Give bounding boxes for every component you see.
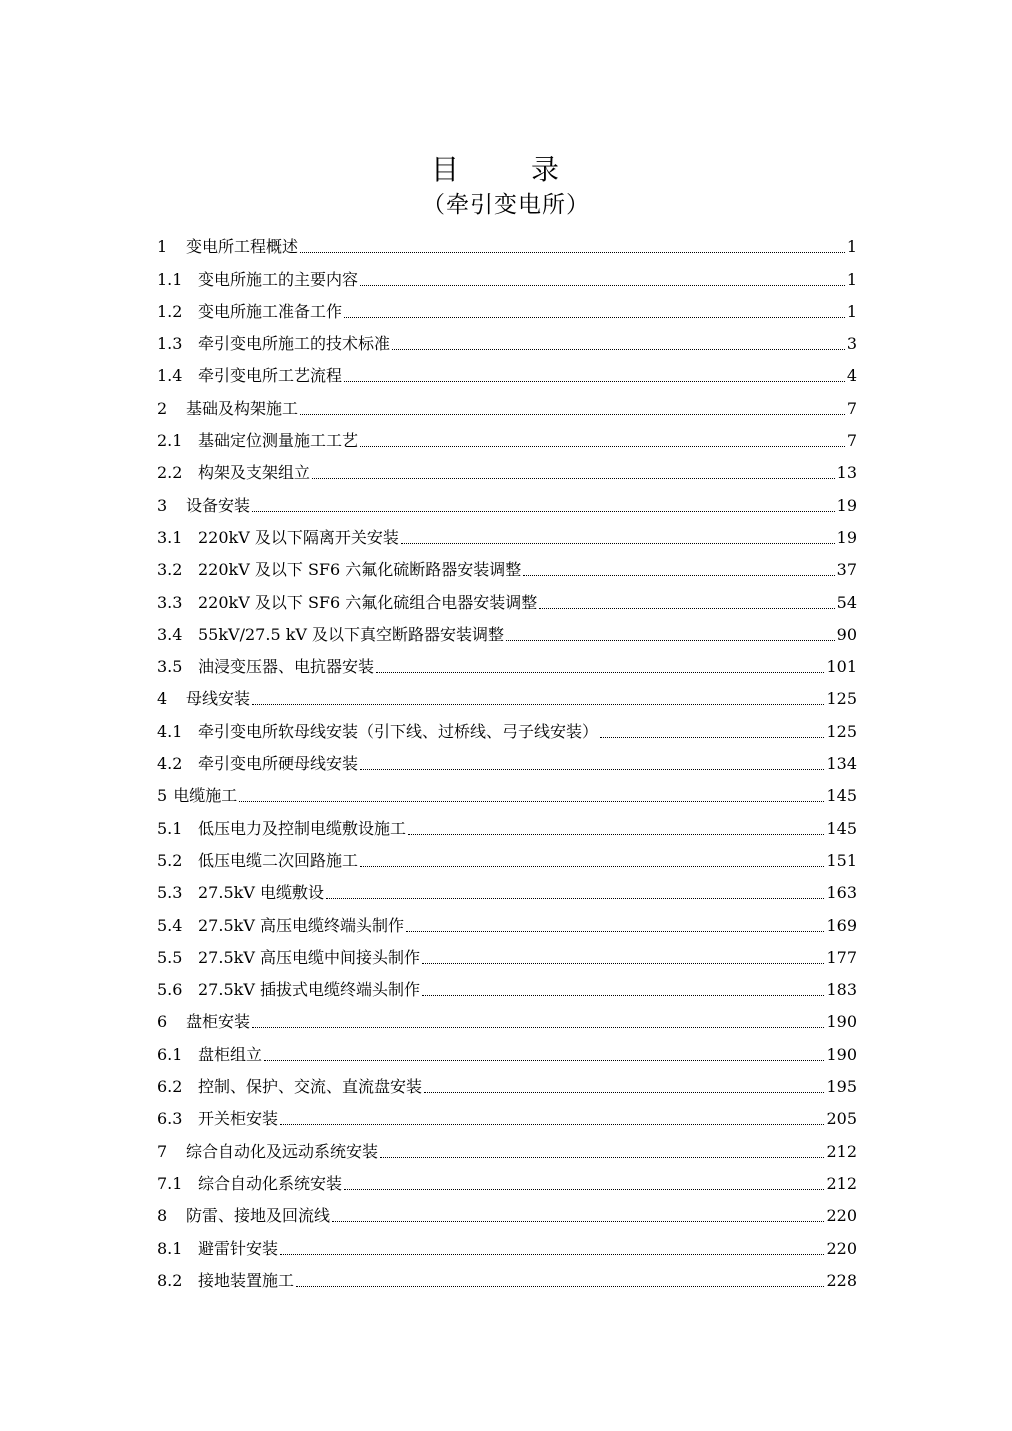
toc-entry-title: 控制、保护、交流、直流盘安装 [198, 1077, 423, 1097]
toc-entry[interactable] [157, 1259, 857, 1291]
toc-entry-page: 7 [846, 431, 857, 451]
toc-entry-title: 27.5kV 高压电缆中间接头制作 [198, 947, 420, 967]
toc-entry-title: 变电所施工准备工作 [198, 301, 343, 321]
toc-entry[interactable] [157, 1194, 857, 1226]
toc-entry-number: 4.1 [157, 721, 183, 741]
toc-entry-number: 3.5 [157, 657, 183, 677]
toc-entry-page: 134 [826, 754, 857, 774]
toc-entry-number: 5.5 [157, 947, 183, 967]
toc-dot-leader [380, 1142, 824, 1162]
toc-dot-leader [252, 1012, 824, 1032]
toc-dot-leader [280, 1109, 824, 1129]
toc-entry[interactable] [157, 257, 857, 289]
toc-entry-page: 19 [836, 495, 857, 515]
toc-entry-title: 开关柜安装 [198, 1109, 279, 1129]
toc-entry-page: 145 [826, 818, 857, 838]
toc-entry[interactable] [157, 903, 857, 935]
toc-entry-page: 183 [826, 980, 857, 1000]
toc-entry-page: 13 [836, 463, 857, 483]
toc-entry-title: 油浸变压器、电抗器安装 [198, 657, 375, 677]
toc-entry-number: 2.1 [157, 431, 183, 451]
toc-entry-page: 228 [826, 1270, 857, 1290]
toc-entry[interactable] [157, 354, 857, 386]
toc-dot-leader [360, 754, 824, 774]
toc-entry-number: 4.2 [157, 754, 183, 774]
toc-dot-leader [344, 366, 845, 386]
toc-entry[interactable] [157, 613, 857, 645]
toc-entry[interactable] [157, 1097, 857, 1129]
toc-entry-title: 220kV 及以下 SF6 六氟化硫断路器安装调整 [198, 560, 522, 580]
toc-dot-leader [280, 1239, 824, 1259]
toc-dot-leader [408, 819, 824, 839]
toc-entry-title: 盘柜组立 [198, 1044, 263, 1064]
toc-entry-title: 防雷、接地及回流线 [186, 1206, 331, 1226]
toc-entry-page: 177 [826, 947, 857, 967]
toc-entry[interactable] [157, 386, 857, 418]
toc-entry-number: 7 [157, 1141, 168, 1161]
toc-entry-number: 1.3 [157, 334, 183, 354]
toc-entry-title: 牵引变电所软母线安装（引下线、过桥线、弓子线安装） [198, 721, 599, 741]
toc-entry-title: 综合自动化系统安装 [198, 1173, 343, 1193]
toc-entry-title: 低压电力及控制电缆敷设施工 [198, 818, 407, 838]
toc-entry-title: 220kV 及以下隔离开关安装 [198, 527, 399, 547]
toc-entry[interactable] [157, 548, 857, 580]
toc-entry-page: 145 [826, 786, 857, 806]
toc-entry-page: 195 [826, 1077, 857, 1097]
toc-dot-leader [506, 625, 835, 645]
toc-entry-title: 低压电缆二次回路施工 [198, 850, 359, 870]
toc-entry-number: 2 [157, 398, 168, 418]
toc-dot-leader [300, 399, 845, 419]
toc-entry[interactable] [157, 968, 857, 1000]
toc-entry[interactable] [157, 290, 857, 322]
toc-entry-page: 101 [826, 657, 857, 677]
toc-dot-leader [539, 593, 834, 613]
toc-dot-leader [376, 657, 824, 677]
toc-entry-title: 避雷针安装 [198, 1238, 279, 1258]
toc-entry-number: 1.4 [157, 366, 183, 386]
toc-entry-number: 8.2 [157, 1270, 183, 1290]
toc-entry[interactable] [157, 419, 857, 451]
toc-entry-title: 牵引变电所硬母线安装 [198, 754, 359, 774]
toc-dot-leader [392, 334, 845, 354]
toc-entry-number: 1 [157, 237, 168, 257]
toc-entry-page: 163 [826, 883, 857, 903]
toc-entry-page: 169 [826, 915, 857, 935]
toc-entry-page: 220 [826, 1206, 857, 1226]
toc-entry-page: 125 [826, 689, 857, 709]
toc-entry[interactable] [157, 871, 857, 903]
toc-entry-number: 5 [157, 786, 168, 806]
toc-dot-leader [300, 237, 845, 257]
toc-entry[interactable] [157, 1226, 857, 1258]
toc-entry-title: 27.5kV 电缆敷设 [198, 883, 324, 903]
toc-entry-number: 1.1 [157, 269, 183, 289]
toc-dot-leader [422, 948, 824, 968]
toc-entry-title: 基础定位测量施工工艺 [198, 431, 359, 451]
toc-entry[interactable] [157, 806, 857, 838]
toc-entry-page: 4 [846, 366, 857, 386]
toc-entry-page: 151 [826, 850, 857, 870]
toc-dot-leader [264, 1045, 824, 1065]
toc-dot-leader [252, 496, 835, 516]
toc-entry-number: 8.1 [157, 1238, 183, 1258]
toc-entry[interactable] [157, 774, 857, 806]
toc-entry-page: 1 [846, 237, 857, 257]
toc-entry-title: 构架及支架组立 [198, 463, 311, 483]
toc-entry-page: 125 [826, 721, 857, 741]
toc-entry-title: 变电所工程概述 [186, 237, 299, 257]
toc-entry-title: 牵引变电所施工的技术标准 [198, 334, 391, 354]
toc-entry[interactable] [157, 322, 857, 354]
toc-entry-page: 90 [836, 624, 857, 644]
toc-entry[interactable] [157, 742, 857, 774]
toc-dot-leader [332, 1206, 824, 1226]
toc-entry-title: 母线安装 [186, 689, 251, 709]
toc-entry-page: 19 [836, 527, 857, 547]
toc-entry[interactable] [157, 1162, 857, 1194]
toc-entry[interactable] [157, 580, 857, 612]
toc-entry[interactable] [157, 936, 857, 968]
toc-entry-page: 212 [826, 1141, 857, 1161]
toc-entry-page: 1 [846, 301, 857, 321]
toc-dot-leader [239, 786, 824, 806]
toc-entry-title: 220kV 及以下 SF6 六氟化硫组合电器安装调整 [198, 592, 538, 612]
toc-entry-page: 7 [846, 398, 857, 418]
toc-entry-title: 变电所施工的主要内容 [198, 269, 359, 289]
toc-entry-number: 3.1 [157, 527, 183, 547]
toc-entry-page: 54 [836, 592, 857, 612]
toc-entry-number: 3.3 [157, 592, 183, 612]
toc-entry-title: 电缆施工 [173, 786, 238, 806]
toc-entry-number: 3.2 [157, 560, 183, 580]
toc-entry[interactable] [157, 1032, 857, 1064]
toc-dot-leader [312, 463, 835, 483]
toc-entry-number: 5.6 [157, 980, 183, 1000]
toc-entry-number: 5.1 [157, 818, 183, 838]
toc-entry-title: 55kV/27.5 kV 及以下真空断路器安装调整 [198, 624, 505, 644]
toc-dot-leader [296, 1271, 824, 1291]
toc-entry-number: 3 [157, 495, 168, 515]
toc-dot-leader [360, 270, 845, 290]
toc-entry[interactable] [157, 1065, 857, 1097]
toc-entry-page: 190 [826, 1012, 857, 1032]
toc-entry-title: 综合自动化及远动系统安装 [186, 1141, 379, 1161]
toc-dot-leader [424, 1077, 824, 1097]
toc-entry-number: 4 [157, 689, 168, 709]
toc-dot-leader [401, 528, 835, 548]
toc-entry-number: 6.3 [157, 1109, 183, 1129]
toc-dot-leader [344, 302, 845, 322]
toc-entry[interactable] [157, 516, 857, 548]
toc-entry[interactable] [157, 1129, 857, 1161]
toc-entry-page: 205 [826, 1109, 857, 1129]
toc-entry-page: 212 [826, 1173, 857, 1193]
toc-dot-leader [422, 980, 824, 1000]
toc-entry-page: 1 [846, 269, 857, 289]
toc-entry-number: 7.1 [157, 1173, 183, 1193]
page-title: 目 录 [430, 153, 581, 186]
toc-dot-leader [360, 851, 824, 871]
toc-entry-number: 5.3 [157, 883, 183, 903]
toc-dot-leader [252, 689, 824, 709]
toc-entry-page: 3 [846, 334, 857, 354]
toc-dot-leader [360, 431, 845, 451]
toc-entry-number: 1.2 [157, 301, 183, 321]
toc-entry-title: 27.5kV 插拔式电缆终端头制作 [198, 980, 420, 1000]
toc-entry-title: 牵引变电所工艺流程 [198, 366, 343, 386]
toc-entry-page: 37 [836, 560, 857, 580]
table-of-contents [157, 225, 857, 1291]
toc-entry-number: 6.2 [157, 1077, 183, 1097]
toc-entry-number: 3.4 [157, 624, 183, 644]
toc-entry-page: 190 [826, 1044, 857, 1064]
toc-entry[interactable] [157, 483, 857, 515]
toc-entry[interactable] [157, 677, 857, 709]
toc-dot-leader [326, 883, 824, 903]
toc-entry-number: 2.2 [157, 463, 183, 483]
toc-entry-title: 27.5kV 高压电缆终端头制作 [198, 915, 404, 935]
toc-dot-leader [406, 916, 824, 936]
toc-entry[interactable] [157, 1000, 857, 1032]
toc-entry-title: 基础及构架施工 [186, 398, 299, 418]
toc-entry-title: 设备安装 [186, 495, 251, 515]
toc-entry-number: 5.4 [157, 915, 183, 935]
toc-dot-leader [523, 560, 834, 580]
toc-entry[interactable] [157, 225, 857, 257]
toc-entry[interactable] [157, 709, 857, 741]
toc-entry-title: 盘柜安装 [186, 1012, 251, 1032]
toc-dot-leader [600, 722, 824, 742]
toc-entry-number: 6 [157, 1012, 168, 1032]
toc-entry[interactable] [157, 451, 857, 483]
toc-entry-title: 接地装置施工 [198, 1270, 295, 1290]
toc-entry[interactable] [157, 645, 857, 677]
toc-entry-page: 220 [826, 1238, 857, 1258]
toc-entry-number: 8 [157, 1206, 168, 1226]
toc-entry-number: 5.2 [157, 850, 183, 870]
toc-entry[interactable] [157, 839, 857, 871]
page-subtitle: （牵引变电所） [422, 192, 590, 218]
toc-dot-leader [344, 1174, 824, 1194]
toc-entry-number: 6.1 [157, 1044, 183, 1064]
